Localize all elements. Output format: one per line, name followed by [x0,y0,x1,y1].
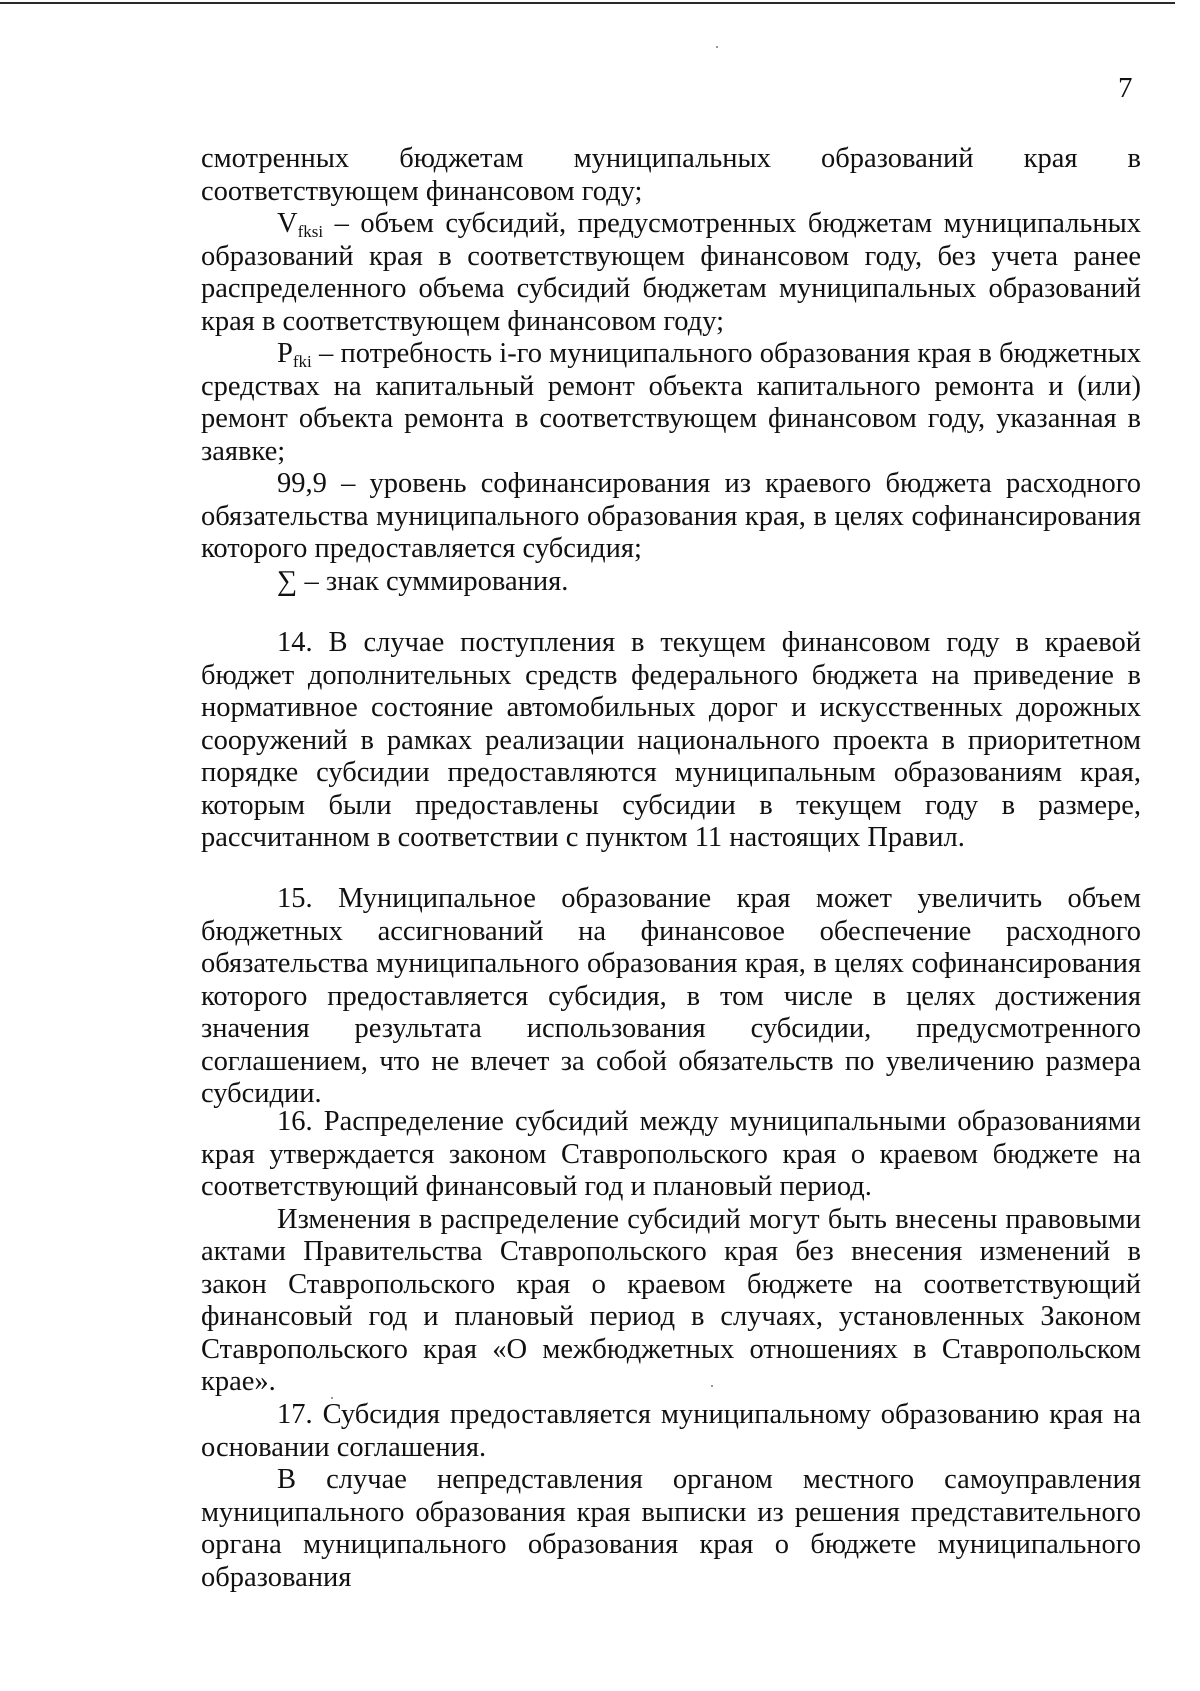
section-17 [201,1399,1141,1594]
section-14 [201,627,1141,855]
scan-speck [711,1385,713,1387]
paragraph-15: 15. Муниципальное образование края может увеличить объем бюджетных ассигнований на финансовое обеспечение расходного обязательства муниципального образования края, в целях софинансирования которого предоставляется субсидия, в том числе в целях достижения значения результата использования субсидии, предусмотренного соглашением, что не влечет за собой обязательств по увеличению размера субсидии. [201,883,1141,1109]
vfksi-definition-text: – объем субсидий, предусмотренных бюджетам муниципальных образований края в соответствующем финансовом году, без учета ранее распределенного объема субсидий бюджетам муниципальных образований края в соответствующем финансовом году; [201,208,1141,337]
paragraph-cofinancing-level: 99,9 – уровень софинансирования из краевого бюджета расходного обязательства муниципального образования края, в целях софинансирования которого предоставляется субсидия; [201,468,1141,564]
symbol-v: V [277,208,298,239]
paragraph-17: 17. Субсидия предоставляется муниципальному образованию края на основании соглашения. [201,1399,1141,1463]
subscript-fksi: fksi [297,222,324,241]
paragraph-pfki-definition [201,338,1141,468]
subscript-fki: fki [292,352,312,371]
section-15 [201,883,1141,1111]
paragraph-sum-sign: ∑ – знак суммирования. [277,565,569,597]
paragraph-continuation: смотренных бюджетам муниципальных образований края в соответствующем финансовом году; [201,143,1141,207]
top-border-line [0,2,1175,4]
paragraph-14: 14. В случае поступления в текущем финансовом году в краевой бюджет дополнительных средств федерального бюджета на приведение в нормативное состояние автомобильных дорог и искусственных дорожных сооружений в рамках реализации национального проекта в приоритетном порядке субсидии предоставляются муниципальным образованиям края, которым были предоставлены субсидии в текущем году в размере, рассчитанном в соответствии с пунктом 11 настоящих Правил. [201,627,1141,853]
paragraph-16: 16. Распределение субсидий между муниципальными образованиями края утверждается законом Ставропольского края о краевом бюджете на соответствующий финансовый год и плановый период. [201,1106,1141,1202]
page-number: 7 [1118,72,1133,104]
symbol-p: P [277,338,293,369]
section-16 [201,1106,1141,1399]
paragraph-17-nonsubmission: В случае непредставления органом местного самоуправления муниципального образования края выписки из решения представительного органа муниципального образования края о бюджете муниципального образования [201,1464,1141,1593]
scan-speck [716,46,718,48]
pfki-definition-text: – потребность i-го муниципального образования края в бюджетных средствах на капитальный ремонт объекта капитального ремонта и (или) ремонт объекта ремонта в соответствующем финансовом году, указанная в заявке; [201,338,1141,467]
definitions-block [201,143,1141,598]
paragraph-16-changes: Изменения в распределение субсидий могут быть внесены правовыми актами Правительства Ставропольского края без внесения изменений в закон Ставропольского края о краевом бюджете на соответствующий финансовый год и плановый период в случаях, установленных Законом Ставропольского края «О межбюджетных отношениях в Ставропольском крае». [201,1203,1141,1397]
scan-speck [331,1397,333,1399]
paragraph-vfksi-definition [201,208,1141,338]
